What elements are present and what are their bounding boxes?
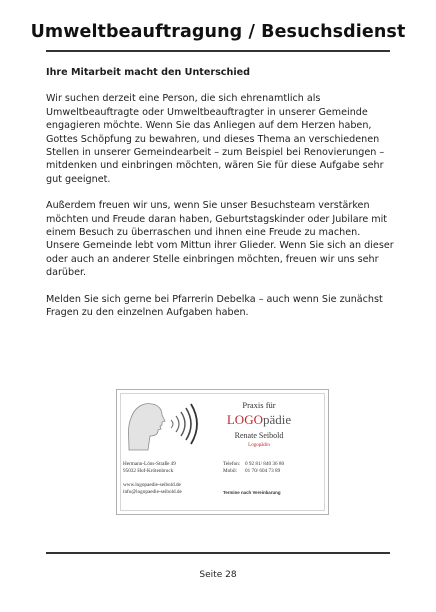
speaking-head-logo-icon (125, 396, 209, 452)
ad-practitioner-name: Renate Seibold (234, 431, 284, 440)
ad-website: www.logopaedie-seibold.de (123, 482, 181, 488)
ad-praxis-label: Praxis für (242, 400, 276, 410)
ad-profession: Logopädin (248, 443, 270, 448)
ad-phone-block (223, 461, 284, 475)
ad-phone-label: Telefon: (223, 461, 241, 467)
page-title: Umweltbeauftragung / Besuchsdienst (30, 22, 406, 42)
ad-city: 95032 Hof-Krötenbruck (123, 468, 174, 474)
advertisement-logopaedie (116, 389, 329, 515)
section-heading: Ihre Mitarbeit macht den Unterschied (46, 67, 250, 78)
ad-mobile-number: 01 70/ 604 73 89 (245, 468, 281, 474)
ad-email: info@logopaedie-seibold.de (123, 489, 182, 495)
ad-mobile-label: Mobil: (223, 468, 238, 474)
ad-logo-grey: pädie (262, 412, 292, 427)
ad-phone-number: 0 92 81/ 840 36 80 (245, 461, 285, 467)
article-body (46, 66, 394, 333)
paragraph-besuchsteam: Außerdem freuen wir uns, wenn Sie unser Besuchsteam verstärken möchten und Freude daran haben, Geburtstagskinder oder Jubilare mit einem Besuch zu überraschen und ihnen eine Freude zu machen. Unsere Gemeinde lebt vom Mittun ihrer Glieder. Wenn Sie sich an dieser oder auch an anderer Stelle einbringen möchten, freuen wir uns sehr darüber. (46, 200, 394, 279)
top-divider (46, 50, 390, 52)
ad-street: Hermann-Löns-Straße 49 (123, 461, 176, 467)
ad-web-block (123, 482, 182, 496)
paragraph-kontakt: Melden Sie sich gerne bei Pfarrerin Debelka – auch wenn Sie zunächst Fragen zu den einzelnen Aufgaben haben. (46, 293, 383, 319)
page-number: Seite 28 (199, 570, 237, 580)
ad-logo-red: LOGO (226, 412, 263, 427)
ad-logo-wordmark (204, 412, 314, 428)
ad-address (123, 461, 176, 475)
bottom-divider (46, 552, 390, 554)
ad-appointment-note: Termine nach Vereinbarung (223, 490, 281, 495)
paragraph-umweltbeauftragte: Wir suchen derzeit eine Person, die sich ehrenamtlich als Umweltbeauftragte oder Umweltbeauftragter in unserer Gemeinde engagieren möchte. Wenn Sie das Anliegen auf dem Herzen haben, Gottes Schöpfung zu bewahren, und dieses Thema an verschiedenen Stellen in unserer Gemeindearbeit – zum Beispiel bei Renovierungen – mitdenken und einbringen möchten, wären Sie für diese Aufgabe sehr gut geeignet. (46, 93, 385, 185)
